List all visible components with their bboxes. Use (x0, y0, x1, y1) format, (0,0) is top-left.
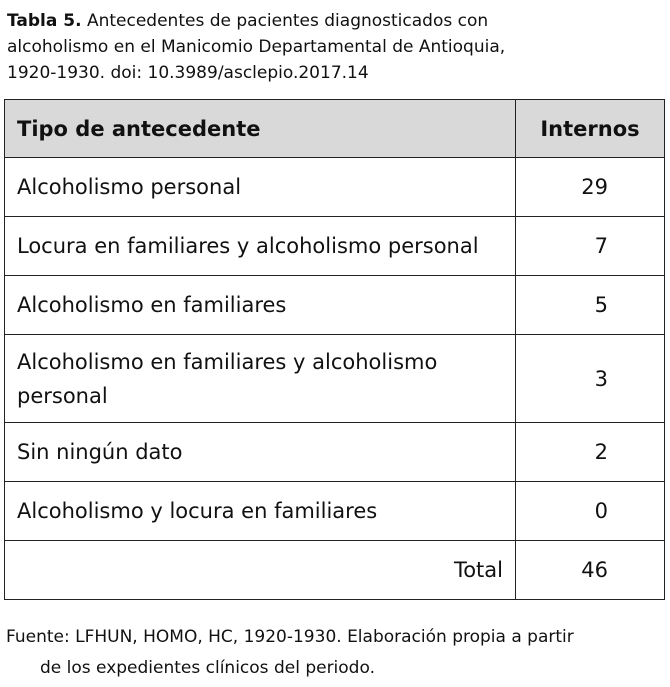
row-value: 29 (516, 158, 665, 217)
row-value: 3 (516, 335, 665, 423)
table-row (5, 482, 665, 541)
data-table (4, 99, 665, 600)
source-line-1: Fuente: LFHUN, HOMO, HC, 1920-1930. Elaboración propia a partir (6, 627, 574, 647)
header-tipo-de-antecedente: Tipo de antecedente (5, 100, 516, 158)
table-row (5, 423, 665, 482)
caption-line-2: alcoholismo en el Manicomio Departamental de Antioquia, (7, 37, 506, 57)
table-row (5, 276, 665, 335)
table-row (5, 158, 665, 217)
row-value: 2 (516, 423, 665, 482)
row-label: Alcoholismo personal (5, 158, 516, 217)
row-label: Locura en familiares y alcoholismo personal (5, 217, 516, 276)
caption-label: Tabla 5. (7, 11, 82, 31)
header-internos: Internos (516, 100, 665, 158)
source-note (6, 622, 668, 684)
total-label: Total (5, 541, 516, 600)
row-label: Alcoholismo en familiares y alcoholismo personal (5, 335, 516, 423)
row-label: Alcoholismo en familiares (5, 276, 516, 335)
row-label: Sin ningún dato (5, 423, 516, 482)
table-header-row (5, 100, 665, 158)
row-value: 0 (516, 482, 665, 541)
table-row (5, 335, 665, 423)
total-row (5, 541, 665, 600)
caption-line-1: Antecedentes de pacientes diagnosticados con (81, 11, 489, 31)
caption-line-3: 1920-1930. doi: 10.3989/asclepio.2017.14 (7, 63, 369, 83)
total-value: 46 (516, 541, 665, 600)
row-value: 5 (516, 276, 665, 335)
table-caption (7, 8, 607, 86)
row-value: 7 (516, 217, 665, 276)
source-line-2: de los expedientes clínicos del periodo. (40, 658, 375, 678)
table-row (5, 217, 665, 276)
row-label: Alcoholismo y locura en familiares (5, 482, 516, 541)
